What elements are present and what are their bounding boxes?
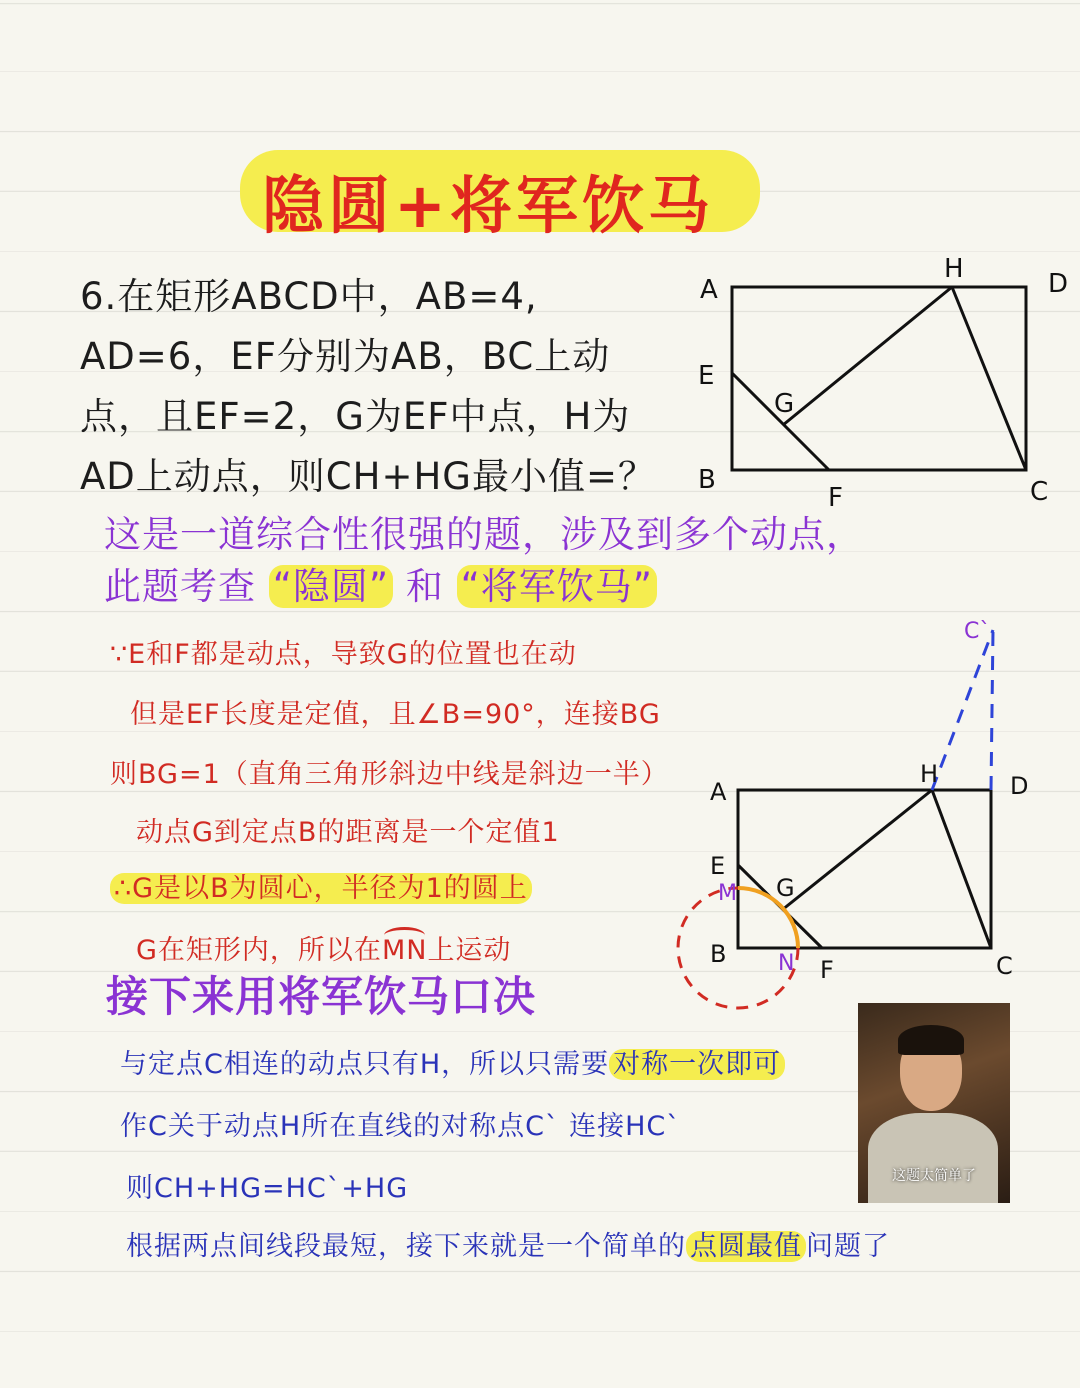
label-f-2: F: [820, 956, 834, 984]
label-h: H: [944, 254, 964, 284]
intro-highlight-general: “将军饮马”: [457, 565, 657, 608]
rectangle-abcd-2: [738, 790, 991, 948]
question-line-4: AD上动点，则CH+HG最小值=？: [80, 455, 656, 498]
label-g: G: [774, 389, 795, 419]
intro-and: 和: [405, 565, 444, 608]
page-title: 隐圆+将军饮马: [262, 169, 714, 242]
segment-hc-prime: [932, 630, 993, 790]
rectangle-abcd: [732, 287, 1026, 470]
label-d: D: [1048, 269, 1069, 299]
label-d-2: D: [1010, 772, 1029, 800]
solution-line-1-highlight: 对称一次即可: [609, 1049, 785, 1080]
label-c-2: C: [996, 952, 1013, 980]
analysis-line-1: ∵E和F都是动点，导致G的位置也在动: [110, 639, 577, 670]
solution-line-4-suffix: 问题了: [806, 1231, 890, 1262]
intro-line-1: 这是一道综合性很强的题，涉及到多个动点，: [104, 513, 864, 556]
arc-mn-label: MN: [381, 935, 428, 966]
label-m: M: [718, 881, 737, 906]
intro-prefix: 此题考查: [104, 565, 256, 608]
solution-line-3: 则CH+HG=HC`+HG: [126, 1173, 409, 1204]
label-c: C: [1030, 477, 1049, 507]
label-h-2: H: [920, 760, 939, 788]
analysis-highlight-circle: ∴G是以B为圆心，半径为1的圆上: [110, 873, 532, 904]
solution-line-4-prefix: 根据两点间线段最短，接下来就是一个简单的: [126, 1231, 686, 1262]
solution-line-4: [126, 1224, 890, 1263]
solution-line-1-prefix: 与定点C相连的动点只有H，所以只需要: [120, 1049, 610, 1080]
label-f: F: [828, 483, 843, 513]
next-heading: 接下来用将军饮马口决: [106, 972, 537, 1021]
label-a-2: A: [710, 778, 727, 806]
intro-line-2: [104, 556, 657, 610]
analysis-line-6-suffix: 上运动: [427, 935, 512, 966]
meme-robe: [868, 1113, 998, 1203]
analysis-line-6-prefix: G在矩形内，所以在: [136, 935, 382, 966]
segment-hc-2: [932, 790, 991, 948]
question-line-3: 点，且EF=2，G为EF中点，H为: [80, 395, 631, 438]
analysis-line-6: [136, 928, 511, 967]
analysis-line-4: 动点G到定点B的距离是一个定值1: [136, 817, 560, 848]
question-line-2: AD=6，EF分别为AB，BC上动: [80, 335, 611, 378]
label-e: E: [698, 361, 715, 391]
segment-ef: [732, 373, 829, 470]
figure-rectangle-2: [670, 600, 1070, 1020]
analysis-line-3: 则BG=1（直角三角形斜边中线是斜边一半）: [110, 759, 669, 790]
solution-line-2: 作C关于动点H所在直线的对称点C` 连接HC`: [120, 1111, 681, 1142]
label-g-2: G: [776, 874, 795, 902]
segment-hc: [952, 287, 1026, 470]
analysis-line-2: 但是EF长度是定值，且∠B=90°，连接BG: [130, 699, 661, 730]
question-line-1: 6.在矩形ABCD中，AB=4,: [80, 275, 538, 318]
analysis-line-5: [110, 866, 532, 905]
segment-dc-prime: [991, 630, 993, 790]
solution-line-1: [120, 1042, 785, 1081]
meme-caption: 这题太简单了: [892, 1168, 976, 1184]
solution-line-4-highlight: 点圆最值: [686, 1231, 806, 1262]
intro-highlight-hidden-circle: “隐圆”: [269, 565, 393, 608]
segment-gh: [783, 287, 952, 425]
label-b: B: [698, 465, 716, 495]
segment-gh-2: [782, 790, 932, 910]
label-e-2: E: [710, 852, 726, 880]
label-c-prime: C`: [964, 619, 991, 644]
label-n: N: [778, 951, 795, 976]
figure-rectangle-1: [690, 250, 1070, 520]
meme-hair: [898, 1025, 964, 1055]
label-a: A: [700, 275, 718, 305]
meme-photo: [858, 1003, 1010, 1203]
label-b-2: B: [710, 940, 727, 968]
